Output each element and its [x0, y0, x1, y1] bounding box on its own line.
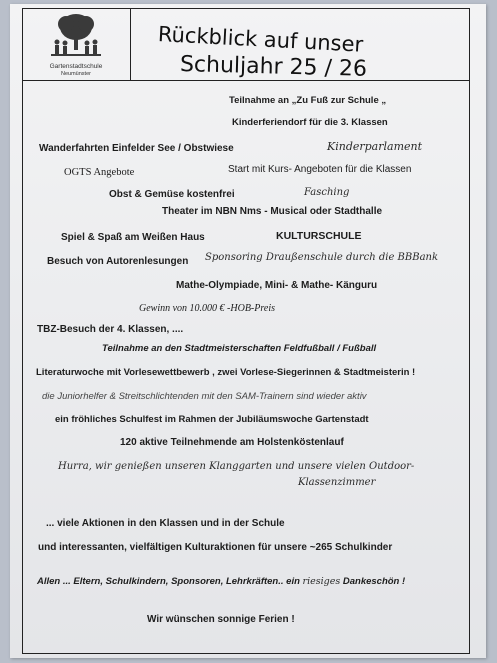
school-logo: [22, 8, 131, 81]
line-fasching: Fasching: [304, 187, 350, 198]
line-kinderparlament: Kinderparlament: [327, 140, 423, 153]
dank-suffix: Dankeschön !: [340, 576, 406, 587]
line-kulturschule: KULTURSCHULE: [276, 230, 362, 242]
logo-school-name: Gartenstadtschule: [49, 63, 103, 70]
dank-prefix: Allen ... Eltern, Schulkindern, Sponsoren, Lehrkräften.. ein: [37, 576, 303, 587]
line-kinderferiendorf: Kinderferiendorf für die 3. Klassen: [232, 117, 388, 128]
poster-title-line2: Schuljahr 25 / 26: [179, 52, 368, 82]
line-ogts: OGTS Angebote: [64, 167, 135, 178]
line-autorenlesungen: Besuch von Autorenlesungen: [47, 256, 189, 267]
logo-city-name: Neumünster: [61, 71, 91, 77]
line-klassenzimmer: Klassenzimmer: [298, 477, 376, 488]
line-obst-gemuese: Obst & Gemüse kostenfrei: [109, 189, 235, 200]
line-tbz-besuch: TBZ-Besuch der 4. Klassen, ....: [37, 324, 184, 335]
line-sponsoring: Sponsoring Draußenschule durch die BBBank: [205, 252, 439, 263]
line-theater: Theater im NBN Nms - Musical oder Stadthalle: [162, 206, 383, 217]
tree-children-icon: [49, 12, 103, 62]
line-schulfest: ein fröhliches Schulfest im Rahmen der Jubiläumswoche Gartenstadt: [55, 414, 369, 425]
line-stadtmeisterschaften: Teilnahme an den Stadtmeisterschaften Feldfußball / Fußball: [102, 343, 377, 354]
line-zu-fuss: Teilnahme an „Zu Fuß zur Schule „: [229, 95, 387, 106]
line-holstenkoestenlauf: 120 aktive Teilnehmende am Holstenköstenlauf: [120, 437, 344, 448]
line-sonnige-ferien: Wir wünschen sonnige Ferien !: [147, 614, 295, 625]
line-kursangebote: Start mit Kurs- Angeboten für die Klassen: [228, 164, 412, 175]
line-juniorhelfer: die Juniorhelfer & Streitschlichtenden mit den SAM-Trainern sind wieder aktiv: [42, 391, 367, 402]
line-wanderfahrten: Wanderfahrten Einfelder See / Obstwiese: [39, 143, 234, 154]
line-kulturaktionen: und interessanten, vielfältigen Kulturaktionen für unsere ~265 Schulkinder: [38, 542, 393, 553]
line-hob-preis: Gewinn von 10.000 € -HOB-Preis: [139, 303, 275, 314]
line-spiel-spass: Spiel & Spaß am Weißen Haus: [61, 232, 205, 243]
line-literaturwoche: Literaturwoche mit Vorlesewettbewerb , zwei Vorlese-Siegerinnen & Stadtmeisterin !: [36, 367, 416, 378]
line-klanggarten: Hurra, wir genießen unseren Klanggarten und unsere vielen Outdoor-: [58, 461, 415, 472]
line-dankeschoen: [37, 576, 405, 587]
line-viele-aktionen: ... viele Aktionen in den Klassen und in der Schule: [46, 518, 285, 529]
line-mathe-olympiade: Mathe-Olympiade, Mini- & Mathe- Känguru: [176, 280, 378, 291]
poster-title-line1: Rückblick auf unser: [157, 22, 364, 57]
dank-emphasis: riesiges: [302, 576, 341, 587]
